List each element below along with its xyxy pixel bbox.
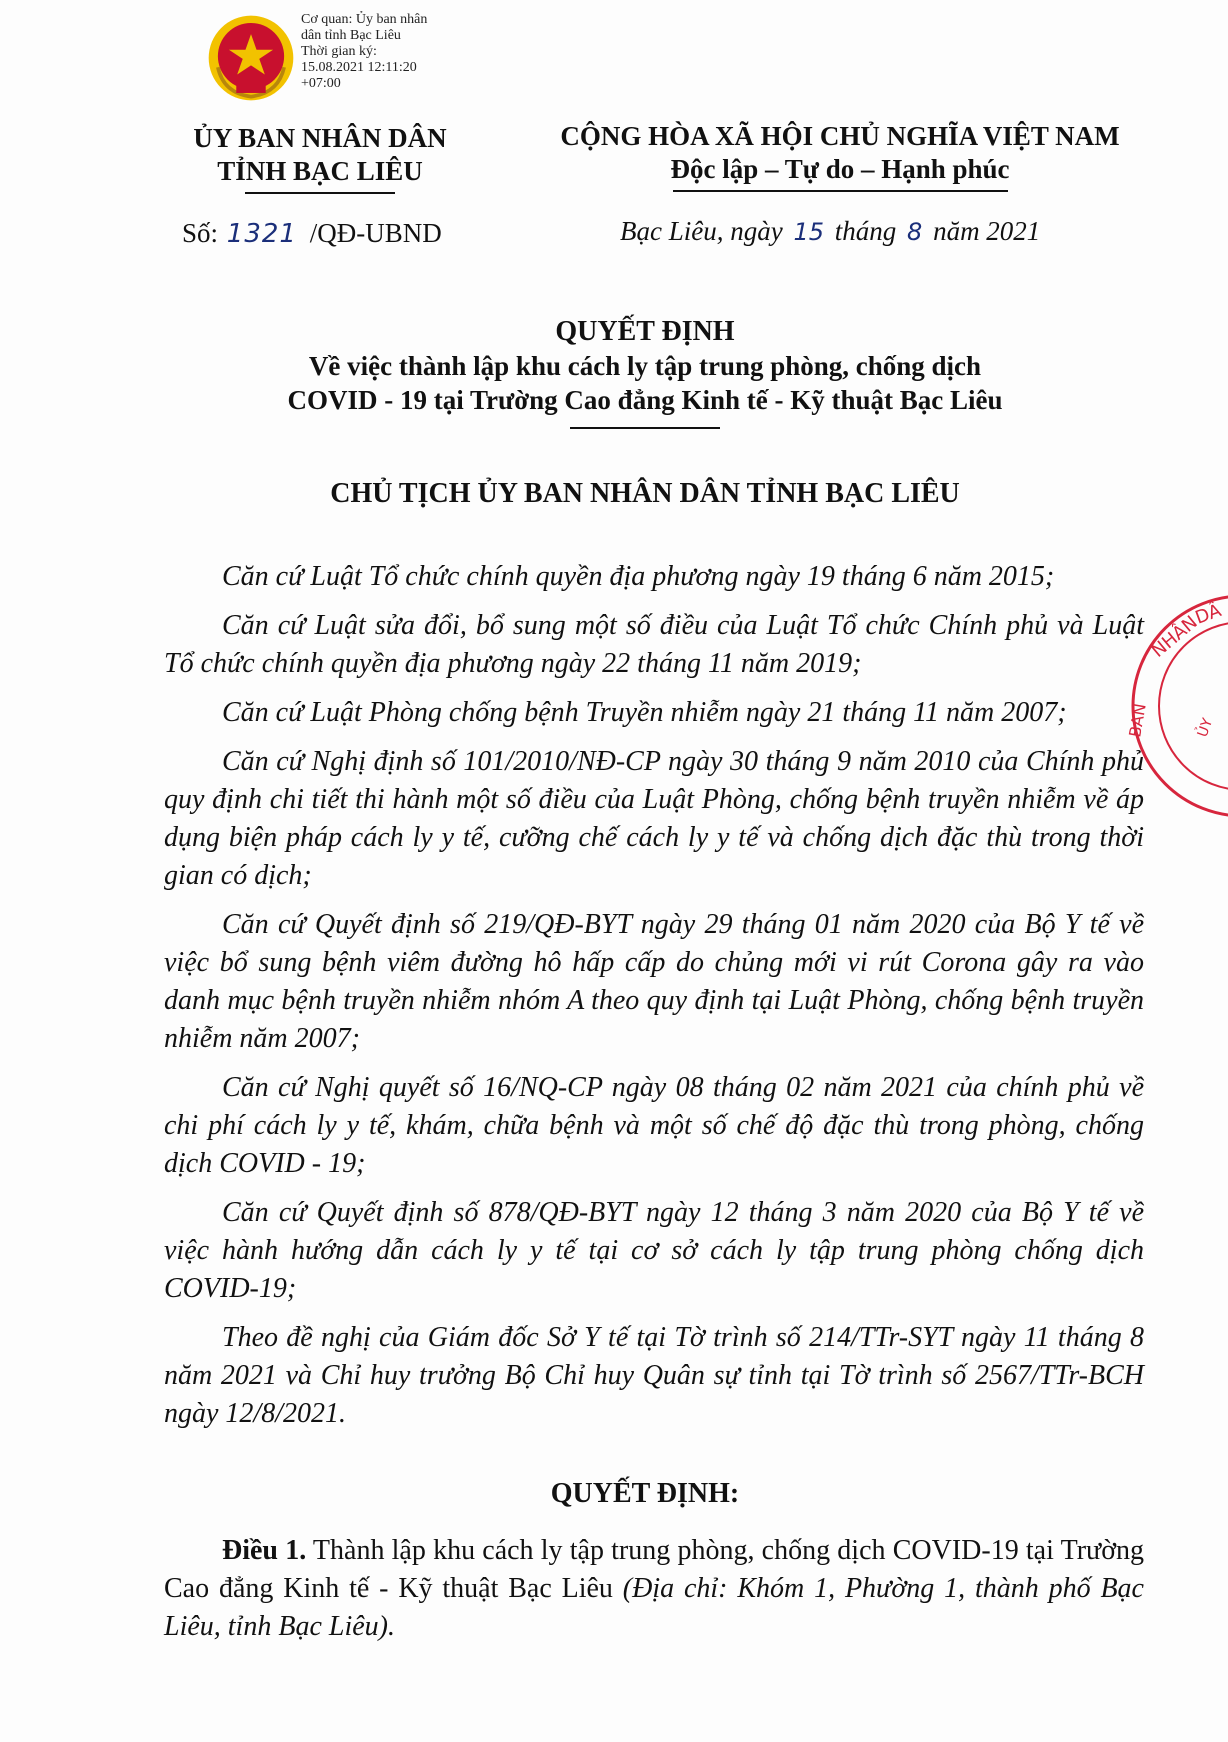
national-emblem-icon (205, 12, 297, 104)
preamble (164, 558, 1144, 1444)
preamble-paragraph: Căn cứ Luật Phòng chống bệnh Truyền nhiễm ngày 21 tháng 11 năm 2007; (222, 697, 1067, 728)
preamble-paragraph: Căn cứ Luật sửa đổi, bổ sung một số điều của Luật Tổ chức Chính phủ và Luật Tổ chức chính quyền địa phương ngày 22 tháng 11 năm 2019; (164, 610, 1144, 679)
svg-text:ỦY: ỦY (1194, 716, 1217, 740)
title-divider (570, 427, 720, 429)
doc-number-suffix: /QĐ-UBND (309, 218, 442, 248)
signature-agency: Cơ quan: Ủy ban nhân (301, 12, 428, 27)
agency-line-1: ỦY BAN NHÂN DÂN (193, 123, 447, 153)
article-1-label: Điều 1. (222, 1535, 307, 1566)
signature-time-label: Thời gian ký: (301, 44, 377, 59)
digital-signature-block (301, 12, 501, 92)
title-main: QUYẾT ĐỊNH (555, 316, 735, 347)
doc-number-handwritten: 1321 (226, 219, 297, 249)
article-1 (164, 1532, 1144, 1646)
document-number (182, 218, 442, 249)
svg-text:NHÂN: NHÂN (1147, 611, 1202, 662)
issuing-agency (150, 122, 490, 194)
preamble-paragraph: Căn cứ Luật Tổ chức chính quyền địa phương ngày 19 tháng 6 năm 2015; (222, 561, 1055, 592)
doc-number-prefix: Số: (182, 218, 219, 248)
svg-text:DÂ: DÂ (1192, 600, 1225, 629)
article-1-text: Thành lập khu cách ly tập trung phòng, chống dịch COVID-19 tại Trường Cao đẳng Kinh tế - Kỹ thuật Bạc Liêu (164, 1535, 1145, 1604)
motto: Độc lập – Tự do – Hạnh phúc (670, 154, 1010, 184)
issuing-authority: CHỦ TỊCH ỦY BAN NHÂN DÂN TỈNH BẠC LIÊU (330, 478, 960, 509)
signature-agency-cont: dân tỉnh Bạc Liêu (301, 28, 401, 43)
signature-timezone: +07:00 (301, 76, 341, 91)
motto-underline (673, 190, 1008, 192)
date-day-handwritten: 15 (793, 218, 825, 246)
preamble-paragraph: Căn cứ Nghị định số 101/2010/NĐ-CP ngày 30 tháng 9 năm 2010 của Chính phủ quy định chi tiết thi hành một số điều của Luật Phòng, chống bệnh truyền nhiễm về áp dụng biện pháp cách ly y tế, cưỡng chế cách ly y tế và chống dịch đặc thù trong thời gian có dịch; (164, 746, 1144, 891)
official-seal-icon (1118, 588, 1228, 828)
date-suffix: năm 2021 (933, 216, 1041, 246)
preamble-paragraph: Theo đề nghị của Giám đốc Sở Y tế tại Tờ trình số 214/TTr-SYT ngày 11 tháng 8 năm 2021 và Chỉ huy trưởng Bộ Chỉ huy Quân sự tỉnh tại Tờ trình số 2567/TTr-BCH ngày 12/8/2021. (164, 1322, 1144, 1429)
document-date (620, 216, 1040, 247)
agency-underline (245, 192, 395, 194)
date-prefix: Bạc Liêu, ngày (620, 216, 783, 246)
date-month-word: tháng (834, 216, 897, 246)
svg-text:BAN: BAN (1125, 702, 1150, 739)
date-month-handwritten: 8 (907, 218, 923, 246)
document-title (150, 315, 1140, 429)
signature-timestamp: 15.08.2021 12:11:20 (301, 60, 417, 75)
title-subject-line-1: Về việc thành lập khu cách ly tập trung phòng, chống dịch (308, 351, 982, 381)
article-1-address: (Địa chỉ: Khóm 1, Phường 1, thành phố Bạc Liêu, tỉnh Bạc Liêu). (164, 1573, 1144, 1642)
decision-heading: QUYẾT ĐỊNH: (550, 1478, 740, 1509)
title-subject-line-2: COVID - 19 tại Trường Cao đẳng Kinh tế - Kỹ thuật Bạc Liêu (287, 385, 1003, 415)
national-motto (540, 120, 1140, 192)
preamble-paragraph: Căn cứ Quyết định số 219/QĐ-BYT ngày 29 tháng 01 năm 2020 của Bộ Y tế về việc bổ sung bệnh viêm đường hô hấp cấp do chủng mới vi rút Corona gây ra vào danh mục bệnh truyền nhiễm nhóm A theo quy định tại Luật Phòng, chống bệnh truyền nhiễm năm 2007; (164, 909, 1144, 1054)
country-name: CỘNG HÒA XÃ HỘI CHỦ NGHĨA VIỆT NAM (560, 121, 1120, 151)
agency-line-2: TỈNH BẠC LIÊU (217, 156, 423, 186)
preamble-paragraph: Căn cứ Quyết định số 878/QĐ-BYT ngày 12 tháng 3 năm 2020 của Bộ Y tế về việc hành hướng dẫn cách ly y tế tại cơ sở cách ly tập trung phòng chống dịch COVID-19; (164, 1197, 1144, 1304)
preamble-paragraph: Căn cứ Nghị quyết số 16/NQ-CP ngày 08 tháng 02 năm 2021 của chính phủ về chi phí cách ly y tế, khám, chữa bệnh và một số chế độ đặc thù trong phòng, chống dịch COVID - 19; (164, 1072, 1144, 1179)
